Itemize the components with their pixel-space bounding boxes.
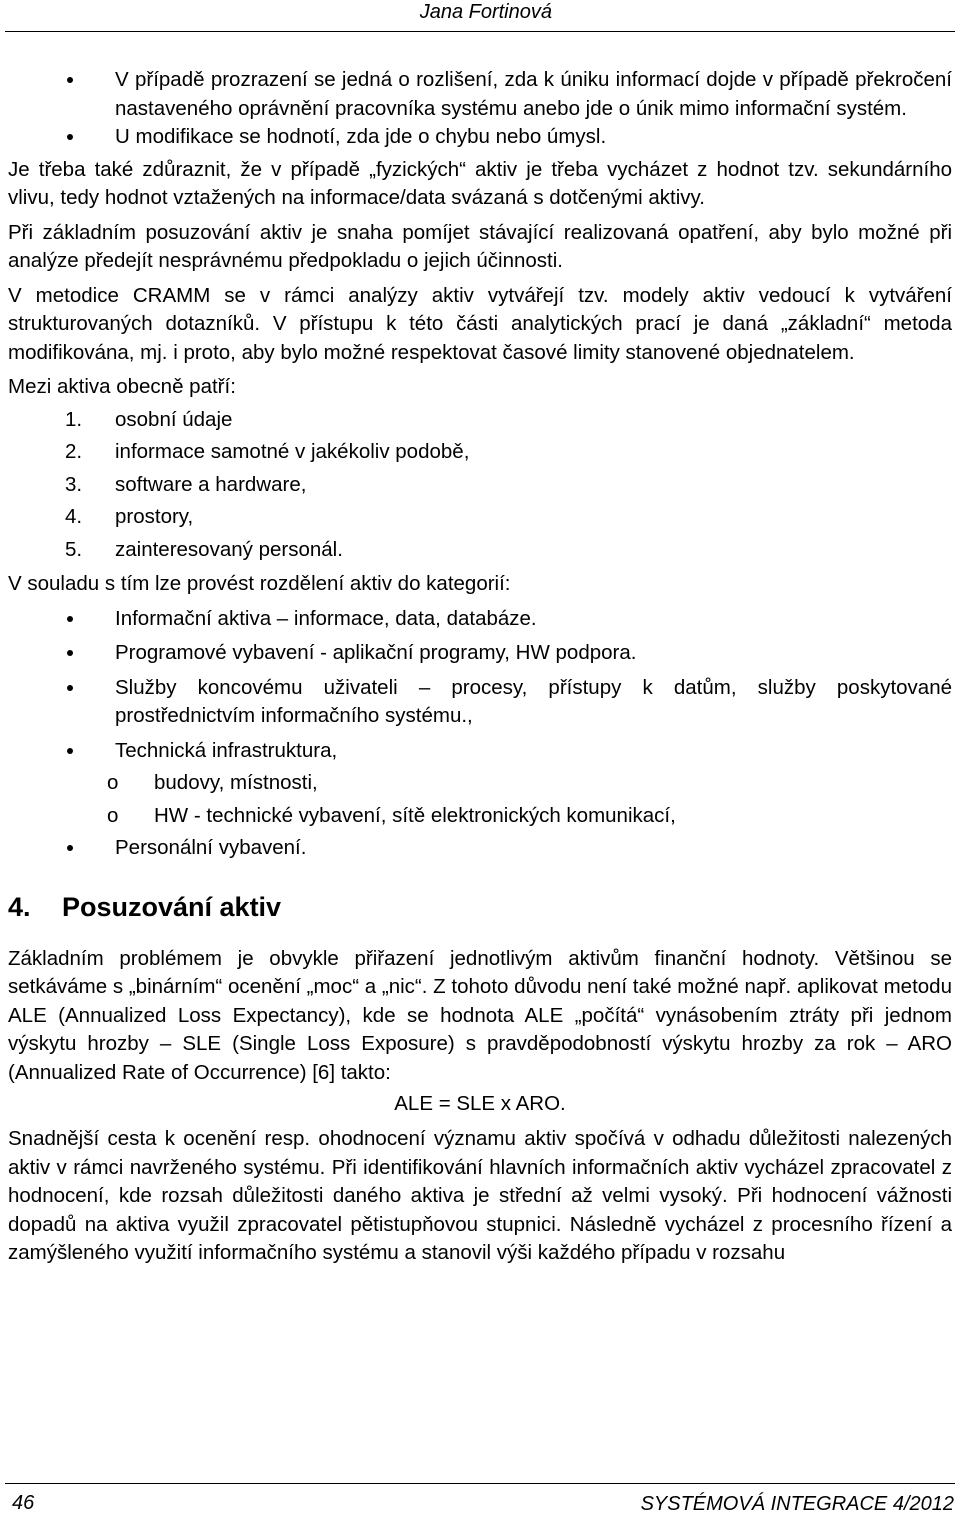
asset-list-item <box>8 471 952 500</box>
sub-marker: o <box>107 803 119 827</box>
header-author: Jana Fortinová <box>419 1 552 23</box>
intro-bullet: V případě prozrazení se jedná o rozlišení, zda k úniku informací dojde v případě překročení nastaveného oprávnění pracovníka systému anebo jde o únik mimo informační systém. <box>8 66 952 123</box>
list-text: software a hardware, <box>115 472 307 496</box>
paragraph-estimation: Snadnější cesta k ocenění resp. ohodnocení významu aktiv spočívá v odhadu důležitosti nalezených aktiv v rámci navrženého systému. Při identifikování hlavních informačních aktiv vycházel zpracovatel z hodnocení, kde rozsah důležitosti daného aktiva je střední až velmi vysoký. Při hodnocení vážnosti dopadů na aktiva využil zpracovatel pětistupňovou stupnici. Následně vycházel z procesního řízení a zamýšleného využití informačního systému a stanovil výši každého případu v rozsahu <box>8 1127 952 1264</box>
page-content <box>8 66 952 1268</box>
category-subitem <box>8 769 952 798</box>
journal-title: SYSTÉMOVÁ INTEGRACE 4/2012 <box>640 1493 954 1515</box>
sub-text: budovy, místnosti, <box>154 771 318 794</box>
list-text: informace samotné v jakékoliv podobě, <box>115 440 470 463</box>
paragraph-cramm: V metodice CRAMM se v rámci analýzy aktiv vytvářejí tzv. modely aktiv vedoucí k vytváření strukturovaných dotazníků. V přístupu k této části analytických prací je daná „základní“ metoda modifikována, mj. i proto, aby bylo možné respektovat časové limity stanovené objednatelem. <box>8 283 952 364</box>
section-heading <box>8 889 952 925</box>
page-number: 46 <box>12 1492 35 1514</box>
paragraph-categories-intro: V souladu s tím lze provést rozdělení aktiv do kategorií: <box>8 572 511 595</box>
list-number: 5. <box>65 537 83 561</box>
category-item: Služby koncovému uživateli – procesy, přístupy k datům, služby poskytované prostřednictvím informačního systému., <box>8 674 952 731</box>
paragraph-ale: Základním problémem je obvykle přiřazení jednotlivým aktivům finanční hodnoty. Většinou se setkáváme s „binárním“ ocenění „moc“ a „nic“. Z tohoto důvodu není také možné např. aplikovat metodu ALE (Annualized Loss Expectancy), kde se hodnota ALE „počítá“ vynásobením ztráty při jednom výskytu hrozby – SLE (Single Loss Exposure) s pravděpodobností výskytu hrozby za rok – ARO (Annualized Rate of Occurrence) [6] takto: <box>8 946 952 1084</box>
asset-list-item <box>8 536 952 565</box>
category-subitem <box>8 802 952 831</box>
category-item: Programové vybavení - aplikační programy, HW podpora. <box>8 639 952 668</box>
paragraph-assets-intro: Mezi aktiva obecně patří: <box>8 375 236 398</box>
asset-list-item <box>8 438 952 467</box>
header-divider <box>5 31 955 32</box>
list-number: 1. <box>65 407 83 431</box>
section-number: 4. <box>8 891 31 922</box>
list-text: zainteresovaný personál. <box>115 537 343 561</box>
asset-list <box>8 406 952 565</box>
intro-bullet: U modifikace se hodnotí, zda jde o chybu nebo úmysl. <box>8 123 952 152</box>
paragraph-physical-assets: Je třeba také zdůraznit, že v případě „fyzických“ aktiv je třeba vycházet z hodnot tzv. sekundárního vlivu, tedy hodnot vztažených na informace/data svázaná s dotčenými aktivy. <box>8 157 952 209</box>
list-number: 4. <box>65 505 83 528</box>
footer-divider <box>5 1483 955 1484</box>
list-number: 3. <box>65 472 83 496</box>
asset-list-item <box>8 503 952 532</box>
list-number: 2. <box>65 440 83 463</box>
category-item: Personální vybavení. <box>8 834 952 863</box>
asset-list-item <box>8 406 952 435</box>
list-text: osobní údaje <box>115 407 233 431</box>
list-text: prostory, <box>115 505 194 528</box>
formula: ALE = SLE x ARO. <box>394 1092 566 1115</box>
sub-marker: o <box>107 771 119 794</box>
category-list <box>8 605 952 863</box>
sub-text: HW - technické vybavení, sítě elektronických komunikací, <box>154 803 676 827</box>
category-item: Informační aktiva – informace, data, databáze. <box>8 605 952 634</box>
category-item: Technická infrastruktura, <box>8 737 952 766</box>
paragraph-basic-assessment: Při základním posuzování aktiv je snaha pomíjet stávající realizovaná opatření, aby bylo možné při analýze předejít nesprávnému předpokladu o jejich účinnosti. <box>8 220 952 272</box>
section-title: Posuzování aktiv <box>62 891 282 922</box>
